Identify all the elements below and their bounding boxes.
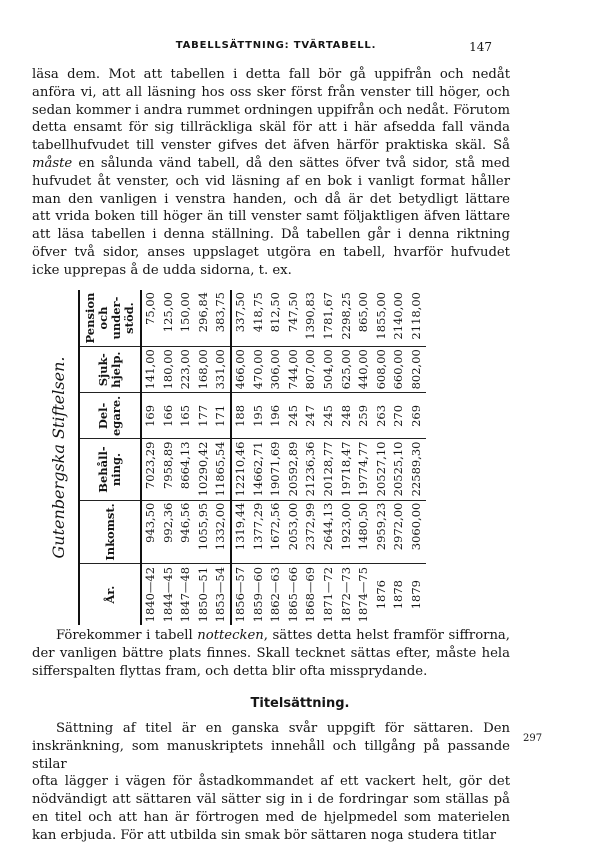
cell-pension: 2140,00: [390, 290, 408, 347]
text-line: nödvändigt att sättaren väl sätter sig in i de fordringar som ställas på: [32, 792, 510, 808]
cell-members: 245: [285, 393, 303, 439]
cell-year: 1874—75: [356, 566, 371, 623]
cell-pension: 1855,00: [373, 290, 391, 347]
cell-income: 1332,00: [212, 500, 231, 564]
cell-year: 1850—51: [195, 566, 210, 623]
cell-year: 1859—60: [250, 566, 265, 623]
table-header-row: [79, 290, 141, 625]
intro-paragraph: [32, 66, 510, 280]
cell-year: 1840—42: [143, 566, 157, 623]
table-row: [160, 290, 178, 625]
text-line: kan erbjuda. För att utbilda sin smak bör sättaren noga studera titlar: [32, 827, 497, 843]
table-row: [338, 290, 356, 625]
cell-members: 245: [320, 393, 338, 439]
table-row: [177, 290, 195, 625]
cell-income: 3060,00: [408, 500, 426, 564]
cell-pension: 383,75: [212, 290, 231, 347]
table-row: [390, 290, 408, 625]
cell-balance: 19071,69: [267, 439, 285, 500]
text-line: icke upprepas å de udda sidorna, t. ex.: [32, 262, 292, 278]
table-row: [195, 290, 213, 625]
text-line: der vanligen bättre plats finnes. Skall tecknet sättas efter, måste hela: [32, 645, 510, 661]
header-pension: Pension och under- stöd.: [79, 290, 141, 347]
after-table-paragraph: [32, 627, 510, 680]
cell-year: 1847—48: [178, 566, 193, 623]
cell-balance: 10290,42: [195, 439, 213, 500]
text-line: Förekommer i tabell nottecken, sättes detta helst framför siffrorna,: [56, 628, 510, 643]
cell-sick-aid: 807,00: [302, 347, 320, 393]
cell-members: 169: [141, 393, 160, 439]
cell-year: 1871—72: [320, 566, 335, 623]
text-line: öfver två sidor, anses uppslaget utgöra en tabell, hvarför hufvudet: [32, 244, 510, 260]
final-paragraph: [32, 720, 510, 845]
cell-year: 1868—69: [303, 566, 318, 623]
text-line: detta ensamt för sig tillräckliga skäl för att i här afsedda fall vända: [32, 120, 510, 136]
cell-pension: 125,00: [160, 290, 178, 347]
header-income: Inkomst.: [79, 500, 141, 564]
header-members: Del- egare.: [79, 393, 141, 439]
cell-income: 2959,23: [373, 500, 391, 564]
cell-balance: 19718,47: [338, 439, 356, 500]
cell-members: 196: [267, 393, 285, 439]
text-line: att vrida boken till höger än till venster samt följaktligen äfven lättare: [32, 209, 510, 225]
text-line: sedan kommer i andra rummet ordningen uppifrån och nedåt. Förutom: [32, 102, 510, 118]
cell-pension: 812,50: [267, 290, 285, 347]
running-head-title: TABELLSÄTTNING: TVÄRTABELL.: [175, 40, 377, 51]
cell-sick-aid: 141,00: [141, 347, 160, 393]
cell-members: 270: [390, 393, 408, 439]
cell-members: 247: [302, 393, 320, 439]
text-line: att läsa tabellen i denna ställning. Då tabellen går i denna riktning: [32, 227, 510, 243]
table-row: [231, 290, 250, 625]
cell-sick-aid: 306,00: [267, 347, 285, 393]
cell-members: 171: [212, 393, 231, 439]
cell-year: 1862—63: [268, 566, 283, 623]
cell-sick-aid: 608,00: [373, 347, 391, 393]
cell-pension: 2118,00: [408, 290, 426, 347]
cell-balance: 8664,13: [177, 439, 195, 500]
text-line: anföra vi, att all läsning hos oss sker först från venster till höger, och: [32, 84, 510, 100]
cell-pension: 296,84: [195, 290, 213, 347]
text-line: inskränkning, som manuskriptets innehåll och tillgång på passande stilar: [32, 738, 510, 772]
text-line: hufvudet åt venster, och vid läsning af en bok i vanligt format håller: [32, 173, 510, 189]
cell-sick-aid: 744,00: [285, 347, 303, 393]
running-head: [60, 40, 492, 56]
cell-sick-aid: 625,00: [338, 347, 356, 393]
page-number: 147: [469, 40, 492, 54]
cell-members: 188: [231, 393, 250, 439]
cell-sick-aid: 802,00: [408, 347, 426, 393]
cell-balance: 7023,29: [141, 439, 160, 500]
cell-income: 2053,00: [285, 500, 303, 564]
cell-income: 992,36: [160, 500, 178, 564]
table-row: [267, 290, 285, 625]
cell-income: 1480,50: [355, 500, 373, 564]
table-row: [212, 290, 231, 625]
table-row: [408, 290, 426, 625]
cell-members: 269: [408, 393, 426, 439]
table-row: [355, 290, 373, 625]
cell-year: 1876: [373, 580, 388, 610]
text-line: en titel och att han är förtrogen med de hjelpmedel som materielen: [32, 809, 510, 825]
cell-balance: 22589,30: [408, 439, 426, 500]
cell-pension: 418,75: [250, 290, 268, 347]
cell-income: 1319,44: [231, 500, 250, 564]
cell-sick-aid: 504,00: [320, 347, 338, 393]
table-row: [373, 290, 391, 625]
cell-pension: 2298,25: [338, 290, 356, 347]
rotated-table: [48, 290, 518, 625]
section-title: Titelsättning.: [250, 696, 350, 711]
cell-balance: 7958,89: [160, 439, 178, 500]
cell-balance: 21236,36: [302, 439, 320, 500]
cell-sick-aid: 660,00: [390, 347, 408, 393]
cell-sick-aid: 466,00: [231, 347, 250, 393]
header-year: År.: [79, 564, 141, 625]
cell-income: 2372,99: [302, 500, 320, 564]
table-row: [141, 290, 160, 625]
cell-members: 248: [338, 393, 356, 439]
cell-balance: 11865,54: [212, 439, 231, 500]
cell-year: 1879: [408, 580, 423, 610]
cell-sick-aid: 440,00: [355, 347, 373, 393]
cell-pension: 150,00: [177, 290, 195, 347]
cell-year: 1844—45: [160, 566, 175, 623]
cell-income: 1055,95: [195, 500, 213, 564]
cell-pension: 1390,83: [302, 290, 320, 347]
table-row: [320, 290, 338, 625]
cell-income: 1377,29: [250, 500, 268, 564]
cell-members: 166: [160, 393, 178, 439]
table-row: [250, 290, 268, 625]
cell-balance: 20525,10: [390, 439, 408, 500]
header-sick-aid: Sjuk- hjelp.: [79, 347, 141, 393]
cell-sick-aid: 223,00: [177, 347, 195, 393]
margin-note: 297: [523, 733, 543, 744]
cell-balance: 14662,71: [250, 439, 268, 500]
header-balance: Behåll- ning.: [79, 439, 141, 500]
cell-sick-aid: 331,00: [212, 347, 231, 393]
cell-balance: 12210,46: [231, 439, 250, 500]
cell-pension: 747,50: [285, 290, 303, 347]
cell-income: 946,56: [177, 500, 195, 564]
cell-members: 263: [373, 393, 391, 439]
text-line: man den vanligen i venstra handen, och då är det betydligt lättare: [32, 191, 510, 207]
cell-sick-aid: 470,00: [250, 347, 268, 393]
cell-year: 1872—73: [338, 566, 353, 623]
cell-income: 2644,13: [320, 500, 338, 564]
cell-balance: 19774,77: [355, 439, 373, 500]
cell-balance: 20128,77: [320, 439, 338, 500]
table-row: [302, 290, 320, 625]
cell-year: 1878: [391, 580, 406, 610]
table-row: [285, 290, 303, 625]
cell-members: 165: [177, 393, 195, 439]
cell-pension: 865,00: [355, 290, 373, 347]
cell-income: 1923,00: [338, 500, 356, 564]
cell-income: 2972,00: [390, 500, 408, 564]
cell-year: 1853—54: [212, 564, 231, 625]
cell-sick-aid: 180,00: [160, 347, 178, 393]
text-line: tabellhufvudet till venster gifves det äfven härför praktiska skäl. Så: [32, 138, 510, 154]
cell-income: 943,50: [141, 500, 160, 564]
text-line-italic-start: måste en sålunda vänd tabell, då den sättes öfver två sidor, stå med: [32, 155, 510, 171]
cell-members: 195: [250, 393, 268, 439]
data-table: [78, 290, 426, 625]
cell-income: 1672,56: [267, 500, 285, 564]
table-caption: Gutenbergska Stiftelsen.: [49, 356, 68, 559]
cell-pension: 75,00: [141, 290, 160, 347]
text-line: Sättning af titel är en ganska svår uppgift för sättaren. Den: [56, 721, 510, 736]
cell-members: 177: [195, 393, 213, 439]
cell-sick-aid: 168,00: [195, 347, 213, 393]
text-line: sifferspalten flyttas fram, och detta blir ofta missprydande.: [32, 663, 428, 679]
cell-year: 1856—57: [232, 566, 247, 623]
text-line: ofta lägger i vägen för åstadkommandet af ett vackert helt, gör det: [32, 774, 510, 790]
cell-pension: 337,50: [231, 290, 250, 347]
cell-balance: 20592,89: [285, 439, 303, 500]
text-line: läsa dem. Mot att tabellen i detta fall bör gå uppifrån och nedåt: [32, 67, 510, 82]
cell-members: 259: [355, 393, 373, 439]
cell-year: 1865—66: [285, 566, 300, 623]
cell-balance: 20527,10: [373, 439, 391, 500]
rotated-table-area: [48, 290, 518, 625]
cell-pension: 1781,67: [320, 290, 338, 347]
